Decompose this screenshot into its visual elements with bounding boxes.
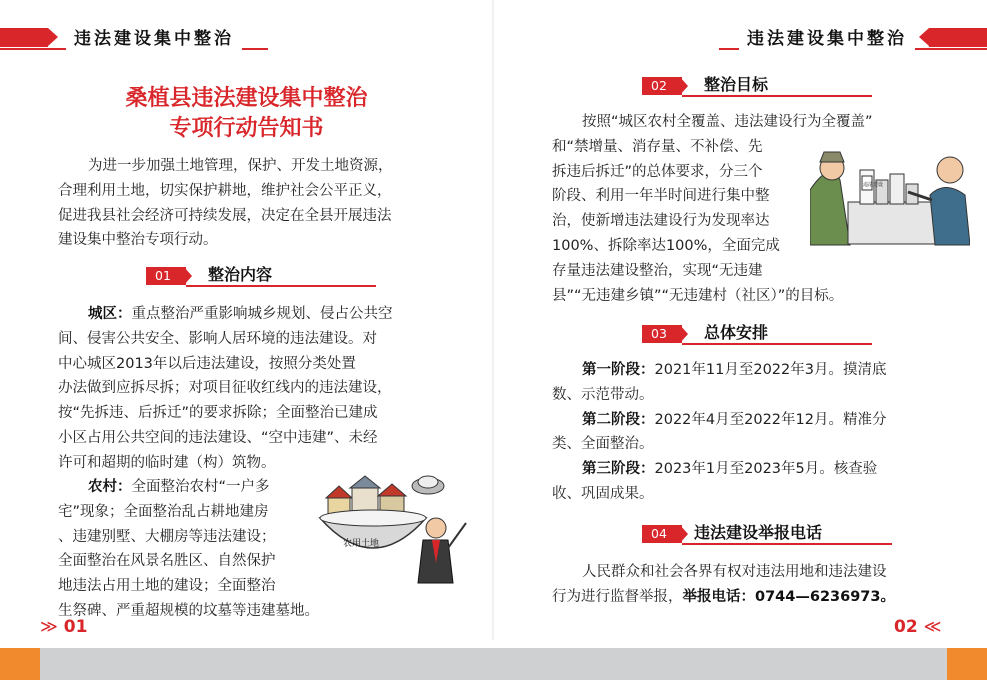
- bowl-houses-illustration: [318, 468, 468, 588]
- inspection-illustration: [810, 140, 970, 250]
- section-03-header: 03 总体安排: [642, 321, 872, 349]
- right-header: [494, 22, 987, 52]
- rural-paragraph: 农村：全面整治农村“一户多 宅”现象；全面整治乱占耕地建房 、违建别墅、大棚房等违法建设； 全面整治在风景名胜区、自然保护 地违法占用土地的建设；全面整治 生祭碑、严重超规模的坟墓等违建墓地。: [58, 479, 319, 619]
- section-02-header: 02 整治目标: [642, 73, 872, 101]
- intro-paragraph: 为进一步加强土地管理，保护、开发土地资源， 合理利用土地，切实保护耕地，维护社会公平正义， 促进我县社会经济可持续发展，决定在全县开展违法 建设集中整治专项行动。: [58, 158, 393, 249]
- page-number-right: 02 ≪: [894, 617, 942, 637]
- urban-paragraph: 城区：重点整治严重影响城乡规划、侵占公共空 间、侵害公共安全、影响人居环境的违法建设。对 中心城区2013年以后违法建设，按照分类处置 办法做到应拆尽拆；对项目征收红线内的违法建设， 按“先拆违、后拆迁”的要求拆除；全面整治已建成 小区占用公共空间的违法建设、“空中违建”、未经 许可和超期的临时建（构）筑物。: [58, 306, 393, 471]
- section-04-header: 04 违法建设举报电话: [642, 521, 892, 549]
- page-number-left: ≫ 01: [40, 617, 88, 637]
- footer-band: [0, 648, 987, 680]
- right-page: [494, 0, 987, 680]
- bowl-label: 农用土地: [343, 539, 380, 549]
- doc-title: 桑植县违法建设集中整治: [125, 86, 368, 111]
- section-label: 整治内容: [208, 265, 273, 284]
- left-page: [0, 0, 493, 680]
- doc-subtitle: 专项行动告知书: [169, 116, 324, 141]
- section-number: 01: [146, 267, 186, 285]
- report-paragraph: 人民群众和社会各界有权对违法用地和违法建设 行为进行监督举报，举报电话：0744—6236973。: [552, 564, 895, 605]
- header-title: 违法建设集中整治: [739, 22, 915, 51]
- sign-label: 违法建设: [863, 182, 884, 188]
- left-header: [0, 22, 493, 52]
- header-title: 违法建设集中整治: [66, 22, 242, 51]
- report-phone: 举报电话：0744—6236973。: [682, 588, 895, 605]
- goal-paragraph: 按照“城区农村全覆盖、违法建设行为全覆盖” 和“禁增量、消存量、不补偿、先 拆违后拆迁”的总体要求，分三个 阶段、利用一年半时间进行集中整 治，使新增违法建设行为发现率达 100%、拆除率达100%，全面完成 存量违法建设整治，实现“无违建 县”“无违建乡镇”“无违建村（社区）”的目标。: [552, 114, 873, 304]
- section-01-header: [146, 263, 376, 291]
- footer-tab-right: [947, 648, 987, 680]
- footer-tab-left: [0, 648, 40, 680]
- schedule-paragraph: 第一阶段：2021年11月至2022年3月。摸清底 数、示范带动。 第二阶段：2022年4月至2022年12月。精准分 类、全面整治。 第三阶段：2023年1月至2023年5月。核查验 收、巩固成果。: [552, 362, 887, 502]
